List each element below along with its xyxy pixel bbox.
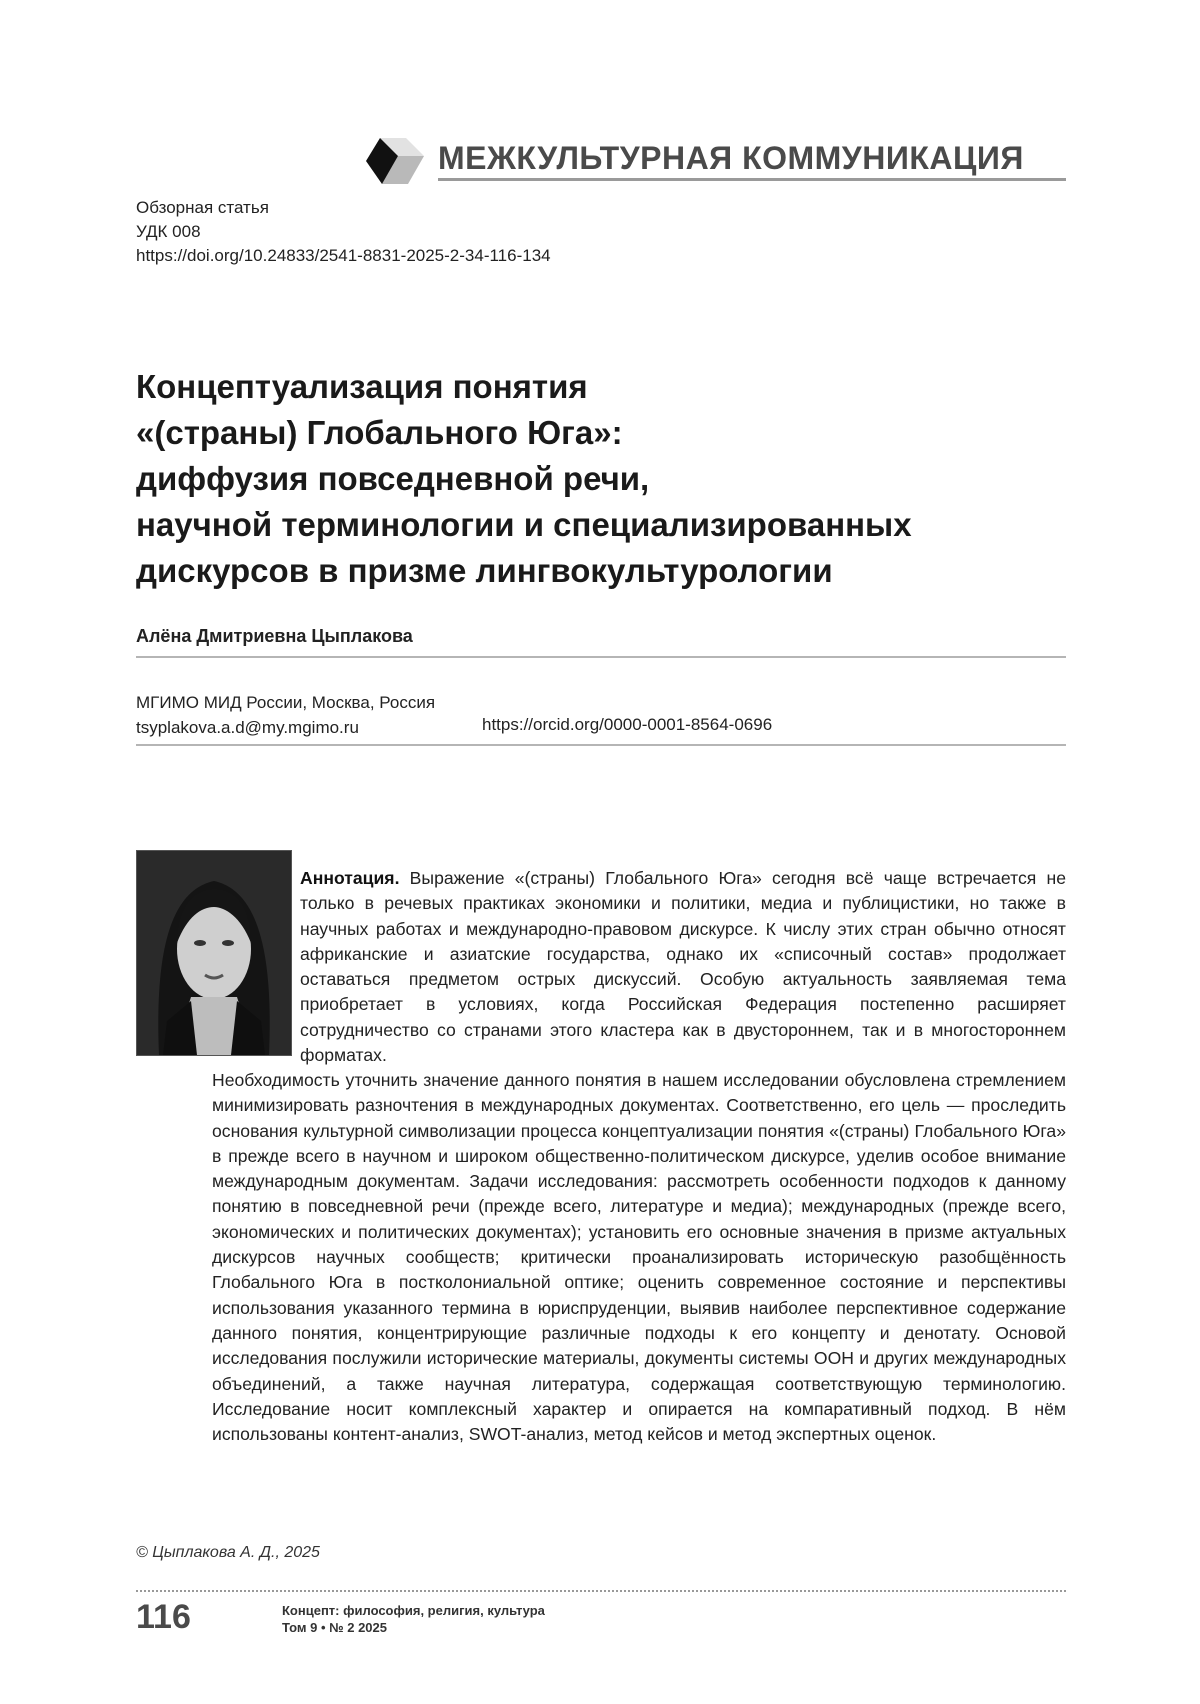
udc-code: УДК 008 [136,222,201,241]
author-photo [136,850,292,1056]
abstract-wrapped [300,866,1066,1068]
section-title: МЕЖКУЛЬТУРНАЯ КОММУНИКАЦИЯ [438,140,1024,176]
footer-divider [136,1590,1066,1592]
section-header [366,136,1066,186]
article-type: Обзорная статья [136,198,269,217]
journal-name: Концепт: философия, религия, культура [282,1603,545,1618]
abstract-label: Аннотация. [300,868,400,888]
copyright: © Цыплакова А. Д., 2025 [136,1544,320,1561]
article-meta [136,196,551,268]
author-divider [136,656,1066,658]
affiliation-block [136,690,435,740]
article-title [136,364,1036,594]
title-line: диффузия повседневной речи, [136,460,650,497]
author-portrait-icon [137,851,291,1055]
email-link[interactable]: tsyplakova.a.d@my.mgimo.ru [136,718,359,737]
affiliation: МГИМО МИД России, Москва, Россия [136,693,436,712]
author-name: Алёна Дмитриевна Цыплакова [136,626,413,646]
section-rule [438,178,1066,181]
title-line: «(страны) Глобального Юга»: [136,414,623,451]
abstract-full: Необходимость уточнить значение данного понятия в нашем исследовании обусловлена стремлением минимизировать разночтения в международных документах. Соответственно, его цель — проследить основания культурной символизации процесса концептуализации понятия «(страны) Глобального Юга» в прежде всего в научном и широком общественно-политическом дискурсе, уделив особое внимание международным документам. Задачи исследования: рассмотреть особенности подходов к данному понятию в повседневной речи (прежде всего, литературе и медиа); международных (прежде всего, экономических и политических документах); установить его основные значения в призме актуальных дискурсов научных сообществ; критически проанализировать историческую разобщённость Глобального Юга в постколониальной оптике; оценить современное состояние и перспективы использования указанного термина в юриспруденции, выявив наиболее перспективное содержание данного понятия, концентрирующие различные подходы к его концепту и денотату. Основой исследования послужили исторические материалы, документы системы ООН и других международных объединений, а также научная литература, содержащая соответствующую терминологию. Исследование носит комплексный характер и опирается на компаративный подход. В нём использованы контент-анализ, SWOT-анализ, метод кейсов и метод экспертных оценок. [212,1070,1066,1445]
orcid-link[interactable]: https://orcid.org/0000-0001-8564-0696 [482,715,773,734]
affiliation-divider [136,744,1066,746]
abstract-text-wrapped: Выражение «(страны) Глобального Юга» сегодня всё чаще встречается не только в речевых практиках экономики и политики, медиа и публицистики, но также в научных работах и международно-правовом дискурсе. К числу этих стран обычно относят африканские и азиатские государства, однако их «списочный состав» продолжает оставаться предметом острых дискуссий. Особую актуальность заявляемая тема приобретает в условиях, когда Российская Федерация постепенно расширяет сотрудничество со странами этого кластера как в двустороннем, так и в многостороннем форматах. [300,868,1066,1066]
title-line: Концептуализация понятия [136,368,588,405]
title-line: дискурсов в призме лингвокультурологии [136,552,833,589]
page-number: 116 [136,1598,191,1636]
title-line: научной терминологии и специализированных [136,506,912,543]
journal-issue: Том 9 • № 2 2025 [282,1620,387,1635]
doi-link[interactable]: https://doi.org/10.24833/2541-8831-2025-2-34-116-134 [136,246,551,265]
journal-info [282,1602,545,1636]
cube-logo-icon [366,136,428,186]
